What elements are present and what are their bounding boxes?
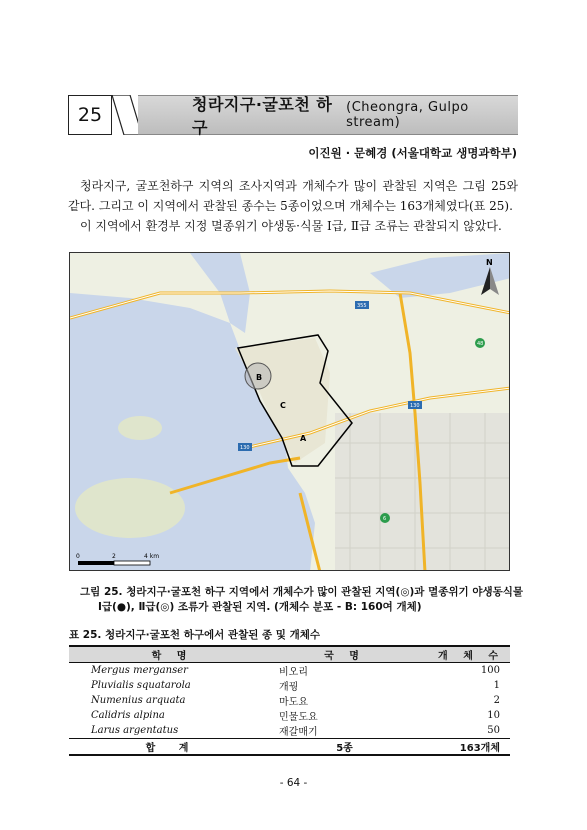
paragraph-1: 청라지구, 굴포천하구 지역의 조사지역과 개체수가 많이 관찰된 지역은 그림 25와 같다. 그리고 이 지역에서 관찰된 종수는 5종이었으며 개체수는 163개체였다(표 25). — [68, 179, 518, 213]
korean-name: 민물도요 — [279, 712, 318, 723]
scientific-name: Larus argentatus — [91, 725, 179, 736]
authors: 이진원 · 문혜경 (서울대학교 생명과학부) — [308, 146, 517, 160]
section-title-english: (Cheongra, Gulpo stream) — [346, 100, 469, 130]
table-row — [69, 693, 510, 708]
section-banner — [68, 95, 518, 135]
svg-text:4 km: 4 km — [144, 553, 160, 560]
table-row — [69, 663, 510, 679]
svg-text:355: 355 — [357, 303, 367, 309]
species-table — [69, 645, 510, 756]
table-row — [69, 678, 510, 693]
header-count: 개 체 수 — [414, 646, 510, 663]
count: 50 — [487, 725, 500, 736]
table-header-row — [69, 646, 510, 663]
scientific-name: Calidris alpina — [91, 710, 165, 721]
total-species: 5종 — [336, 743, 353, 754]
scientific-name: Pluvialis squatarola — [91, 680, 191, 691]
svg-text:130: 130 — [240, 445, 250, 451]
total-label: 합 계 — [145, 743, 199, 754]
korean-name: 재갈매기 — [279, 727, 318, 738]
svg-text:0: 0 — [76, 553, 80, 560]
page-number: - 64 - — [279, 777, 308, 789]
svg-text:6: 6 — [383, 516, 387, 522]
header-korean-name: 국 명 — [275, 646, 414, 663]
table-row — [69, 708, 510, 723]
header-scientific-name: 학 명 — [69, 646, 275, 663]
korean-name: 비오리 — [279, 667, 308, 678]
table-title: 표 25. 청라지구·굴포천 하구에서 관찰된 종 및 개체수 — [69, 629, 321, 641]
svg-text:48: 48 — [477, 341, 484, 347]
total-count: 163개체 — [459, 743, 500, 754]
count: 10 — [487, 710, 500, 721]
svg-text:130: 130 — [410, 403, 420, 409]
table-total-row — [69, 739, 510, 756]
figure-caption: 그림 25. 청라지구·굴포천 하구 지역에서 개체수가 많이 관찰된 지역(◎)과 멸종위기 야생동식물 Ⅰ급(●), Ⅱ급(◎) 조류가 관찰된 지역. (개체수 분포 - B: 160여 개체) — [80, 586, 524, 613]
svg-text:2: 2 — [112, 553, 116, 560]
map-graphic — [70, 253, 510, 571]
section-title-bar — [138, 95, 518, 135]
count: 1 — [493, 680, 500, 691]
marker-c: C — [280, 401, 286, 410]
scientific-name: Mergus merganser — [91, 665, 188, 676]
paragraph-2: 이 지역에서 환경부 지정 멸종위기 야생동·식물 Ⅰ급, Ⅱ급 조류는 관찰되지 않았다. — [80, 219, 502, 233]
survey-map — [69, 252, 510, 571]
section-title-korean: 청라지구·굴포천 하구 — [192, 95, 333, 137]
marker-a: A — [300, 434, 307, 443]
svg-text:N: N — [486, 258, 493, 267]
section-number: 25 — [68, 95, 112, 135]
korean-name: 마도요 — [279, 697, 308, 708]
scientific-name: Numenius arquata — [91, 695, 186, 706]
count: 100 — [480, 665, 500, 676]
marker-b: B — [256, 373, 263, 382]
korean-name: 개꿩 — [279, 682, 299, 693]
count: 2 — [493, 695, 500, 706]
table-row — [69, 723, 510, 739]
